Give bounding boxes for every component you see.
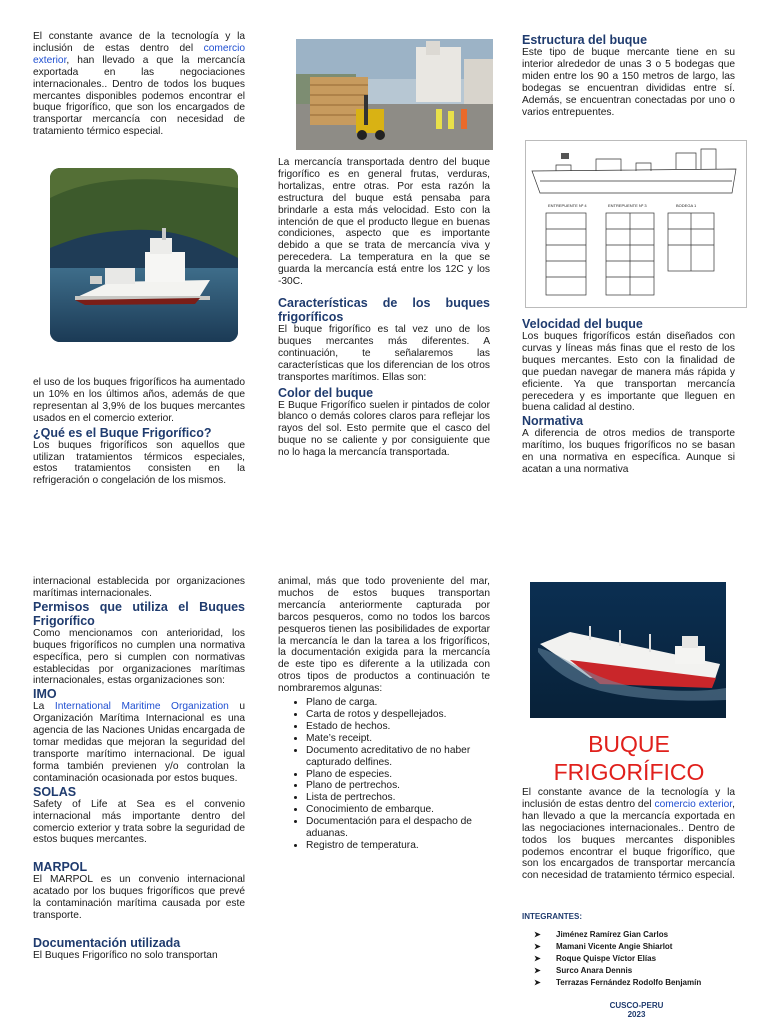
list-item: • Plano de pertrechos. xyxy=(306,780,490,792)
comercio-exterior-link[interactable]: comercio exterior xyxy=(33,42,245,66)
intro-paragraph: El constante avance de la tecnología y la inclusión de estas dentro del comercio exterior, han llevado a que la mercancía exportada en las negociaciones internacionales.. Dentro de todos los buques mercantes disponibles podemos encontrar el buque frigorífico, que son los encargados de transportar mercancía con necesidad de tratamiento térmico especial. xyxy=(33,31,245,138)
speed-heading: Velocidad del buque xyxy=(522,317,643,331)
list-item: ➤ Surco Anara Dennis xyxy=(534,966,633,975)
structure-paragraph: Este tipo de buque mercante tiene en su interior alrededor de unas 3 o 5 bodegas que miden entre los 90 a 150 metros de largo, las bodegas se encuentran divididas entre sí. Además, se encuentran conectadas por uno o varios entrepuentes. xyxy=(522,47,735,118)
permits-paragraph: Como mencionamos con anterioridad, los buques frigoríficos no cumplen una normativa específica, pero si cumplen con normativas establecidas por organizaciones marítimas internacionales, estas organizaciones son: xyxy=(33,627,245,687)
cover-title xyxy=(522,730,736,786)
diagram-label-3: BODEGA 1 xyxy=(676,203,697,208)
ship-photo-sea xyxy=(530,582,726,718)
comercio-exterior-link[interactable]: comercio exterior xyxy=(654,798,733,810)
panel-1-top xyxy=(33,31,245,138)
marpol-paragraph: El MARPOL es un convenio internacional acatado por los buques frigoríficos que prevé la contaminación marítima causada por este transporte. xyxy=(33,874,245,922)
arrow-right-icon: ➤ xyxy=(534,978,541,987)
cover-intro-paragraph: El constante avance de la tecnología y la inclusión de estas dentro del comercio exterior, han llevado a que la mercancía exportada en las negociaciones internacionales.. Dentro de todos los buques mercantes disponibles podemos encontrar el buque frigorífico, que son los encargados de transportar mercancía con necesidad de tratamiento térmico especial. xyxy=(522,787,735,882)
docs-heading: Documentación utilizada xyxy=(33,935,181,950)
members-list xyxy=(534,929,735,989)
features-heading: Características de los buques frigoríficos xyxy=(278,295,490,324)
panel-6 xyxy=(522,787,735,882)
usage-paragraph: el uso de los buques frigoríficos ha aumentado un 10% en los últimos años, además de que representan al 3,9% de los buques mercantes usados en el comercio exterior. xyxy=(33,377,245,424)
diagram-label-2: ENTREPUENTE Nº 3 xyxy=(608,203,647,208)
ship-structure-diagram xyxy=(525,140,747,308)
list-item: • Documentación para el despacho de aduanas. xyxy=(306,816,490,840)
color-heading: Color del buque xyxy=(278,385,374,400)
list-item: ➤ Jiménez Ramírez Gian Carlos xyxy=(534,930,669,939)
list-item: • Plano de especies. xyxy=(306,769,490,781)
members-heading: INTEGRANTES: xyxy=(522,912,582,921)
norm-paragraph: A diferencia de otros medios de transporte marítimo, los buques frigoríficos no se basan en una normativa en específica. Aunque si acatan a una normativa xyxy=(522,428,735,476)
port-forklift-photo xyxy=(296,39,493,150)
structure-heading: Estructura del buque xyxy=(522,33,648,47)
arrow-right-icon: ➤ xyxy=(534,930,541,939)
norm-continued: internacional establecida por organizaciones marítimas internacionales. xyxy=(33,576,245,599)
solas-heading: SOLAS xyxy=(33,784,77,799)
imo-link[interactable]: International Maritime Organization xyxy=(54,701,229,713)
diagram-label-1: ENTREPUENTE Nº 4 xyxy=(548,203,587,208)
panel-3-bottom xyxy=(522,317,735,476)
list-item: • Carta de rotos y despellejados. xyxy=(306,709,490,721)
docs-continued: animal, más que todo proveniente del mar, muchos de estos buques transportan mercancía anteriormente capturada por barcos pesqueros, como no todos los barcos pesqueros tienen las posibilidades de exportar la mercancía le dan la tarea a los frigoríficos, la documentación exigida para la mercancía de este tipo es diferente a la utilizada con otros tipos de productos a continuación te nombraremos algunas: xyxy=(278,576,490,695)
imo-paragraph: La International Maritime Organization u Organización Marítima Internacional es una agencia de las Naciones Unidas encargada de tomar medidas que mejoran la seguridad del transporte marítimo internacional. De igual forma también previenen y/o controlan la contaminación ocasionada por estos buques. xyxy=(33,701,245,784)
cover-title-line-1: BUQUE xyxy=(588,731,670,757)
panel-5 xyxy=(278,576,490,852)
permits-heading: Permisos que utiliza el Buques Frigorífico xyxy=(33,599,245,628)
imo-heading: IMO xyxy=(33,687,57,702)
solas-paragraph: Safety of Life at Sea es el convenio internacional más importante dentro del comercio exterior y trata sobre la seguridad de estos buques mercantes. xyxy=(33,798,245,846)
list-item: • Estado de hechos. xyxy=(306,721,490,733)
list-item: • Plano de carga. xyxy=(306,697,490,709)
list-item: ➤ Terrazas Fernández Rodolfo Benjamín xyxy=(534,978,702,987)
members-section xyxy=(522,912,735,1019)
speed-paragraph: Los buques frigoríficos están diseñados con curvas y líneas más finas que el resto de los buques mercantes. Esto con la finalidad de que puedan navegar de manera más rápida y eficiente. Ya que transportan mercancía perecedera y es importante que lleguen en buena calidad al destino. xyxy=(522,331,735,414)
arrow-right-icon: ➤ xyxy=(534,942,541,951)
list-item: • Mate’s receipt. xyxy=(306,733,490,745)
place-label: CUSCO-PERU xyxy=(609,1001,664,1010)
panel-2 xyxy=(278,157,490,459)
features-paragraph: El buque frigorífico es tal vez uno de los buques mercantes más diferentes. A continuación, te señalaremos las características que los diferencian de los otros transportes marítimos. Ellas son: xyxy=(278,323,490,383)
marpol-heading: MARPOL xyxy=(33,860,88,875)
what-is-paragraph: Los buques frigoríficos son aquellos que utilizan tratamientos térmicos especiales, estos tratamientos consisten en la refrigeración o congelación de los mismos. xyxy=(33,439,245,487)
arrow-right-icon: ➤ xyxy=(534,954,541,963)
color-paragraph: E Buque Frigorífico suelen ir pintados de color blanco o demás colores claros para reflejar los rayos del sol. Esto permite que el casco del buque no se caliente y por consiguiente que no lo haga la mercancía transportada. xyxy=(278,399,490,459)
panel-1-bottom xyxy=(33,377,245,487)
panel-3-top xyxy=(522,33,735,118)
list-item: • Registro de temperatura. xyxy=(306,840,490,852)
year-label: 2023 xyxy=(627,1010,646,1019)
document-list xyxy=(278,697,490,852)
list-item: ➤ Mamani Vicente Angie Shiarlot xyxy=(534,942,673,951)
list-item: • Documento acreditativo de no haber capturado delfines. xyxy=(306,745,490,769)
list-item: ➤ Roque Quispe Víctor Elías xyxy=(534,954,657,963)
list-item: • Conocimiento de embarque. xyxy=(306,804,490,816)
panel-4 xyxy=(33,576,245,962)
arrow-right-icon: ➤ xyxy=(534,966,541,975)
docs-intro: El Buques Frigorífico no solo transportan xyxy=(33,949,218,961)
list-item: • Lista de pertrechos. xyxy=(306,792,490,804)
cover-title-line-2: FRIGORÍFICO xyxy=(553,759,705,785)
ship-photo-harbor xyxy=(50,168,238,342)
what-is-heading: ¿Qué es el Buque Frigorífico? xyxy=(33,425,212,440)
norm-heading: Normativa xyxy=(522,414,584,429)
cargo-paragraph: La mercancía transportada dentro del buque frigorífico es en general frutas, verduras, hortalizas, entre otras. Por esta razón la estructura del buque está pensaba para brindarle a esta más velocidad. Esto con la intención de que el producto llegue en buenas condiciones, aspecto que es importante debido a que se trata de mercancía viva y perecedera. La temperatura en la que se guarda la mercancía está entre los 12C y los -30C. xyxy=(278,157,490,288)
